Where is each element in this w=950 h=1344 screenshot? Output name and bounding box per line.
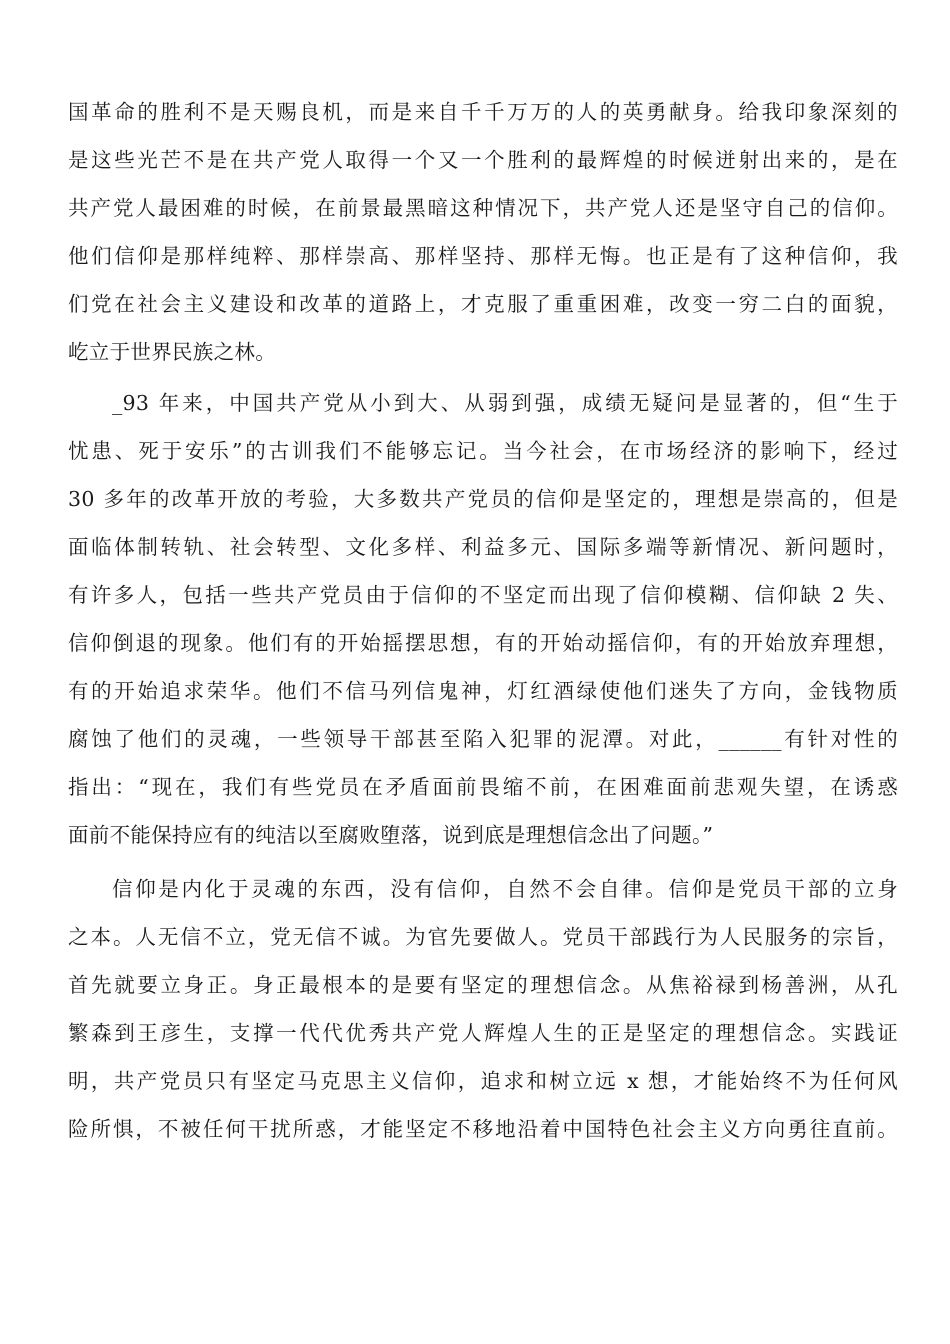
paragraph-2 [68,379,898,859]
text-line: 腐蚀了他们的灵魂，一些领导干部甚至陷入犯罪的泥潭。对此，______有针对性的 [68,727,898,751]
text-line: _93 年来，中国共产党从小到大、从弱到强，成绩无疑问是显著的，但“生于 [112,391,898,415]
text-line: 忧患、死于安乐”的古训我们不能够忘记。当今社会，在市场经济的影响下，经过 [68,439,898,463]
text-line: 明，共产党员只有坚定马克思主义信仰，追求和树立远 x 想，才能始终不为任何风 [68,1069,898,1093]
text-line: 国革命的胜利不是天赐良机，而是来自千千万万的人的英勇献身。给我印象深刻的 [68,100,898,124]
text-line: 30 多年的改革开放的考验，大多数共产党员的信仰是坚定的，理想是崇高的，但是 [68,487,898,511]
text-line: 共产党人最困难的时候，在前景最黑暗这种情况下，共产党人还是坚守自己的信仰。 [68,196,898,220]
text-line: 险所惧，不被任何干扰所惑，才能坚定不移地沿着中国特色社会主义方向勇往直前。 [68,1117,898,1141]
text-line: 们党在社会主义建设和改革的道路上，才克服了重重困难，改变一穷二白的面貌， [68,292,898,316]
text-line: 面前不能保持应有的纯洁以至腐败堕落，说到底是理想信念出了问题。” [68,823,714,847]
text-line: 屹立于世界民族之林。 [68,340,276,364]
text-line: 他们信仰是那样纯粹、那样崇高、那样坚持、那样无悔。也正是有了这种信仰，我 [68,244,898,268]
paragraph-1 [68,88,898,376]
text-line: 指出：“现在，我们有些党员在矛盾面前畏缩不前，在困难面前悲观失望，在诱惑 [68,775,898,799]
text-line: 有许多人，包括一些共产党员由于信仰的不坚定而出现了信仰模糊、信仰缺 2 失、 [68,583,898,607]
text-line: 之本。人无信不立，党无信不诚。为官先要做人。党员干部践行为人民服务的宗旨， [68,925,898,949]
text-line: 面临体制转轨、社会转型、文化多样、利益多元、国际多端等新情况、新问题时， [68,535,898,559]
text-line: 信仰是内化于灵魂的东西，没有信仰，自然不会自律。信仰是党员干部的立身 [112,877,898,901]
text-line: 繁森到王彦生，支撑一代代优秀共产党人辉煌人生的正是坚定的理想信念。实践证 [68,1021,898,1045]
text-line: 信仰倒退的现象。他们有的开始摇摆思想，有的开始动摇信仰，有的开始放弃理想， [68,631,898,655]
text-line: 首先就要立身正。身正最根本的是要有坚定的理想信念。从焦裕禄到杨善洲，从孔 [68,973,898,997]
text-line: 有的开始追求荣华。他们不信马列信鬼神，灯红酒绿使他们迷失了方向，金钱物质 [68,679,898,703]
paragraph-3 [68,865,898,1153]
text-line: 是这些光芒不是在共产党人取得一个又一个胜利的最辉煌的时候迸射出来的，是在 [68,148,898,172]
